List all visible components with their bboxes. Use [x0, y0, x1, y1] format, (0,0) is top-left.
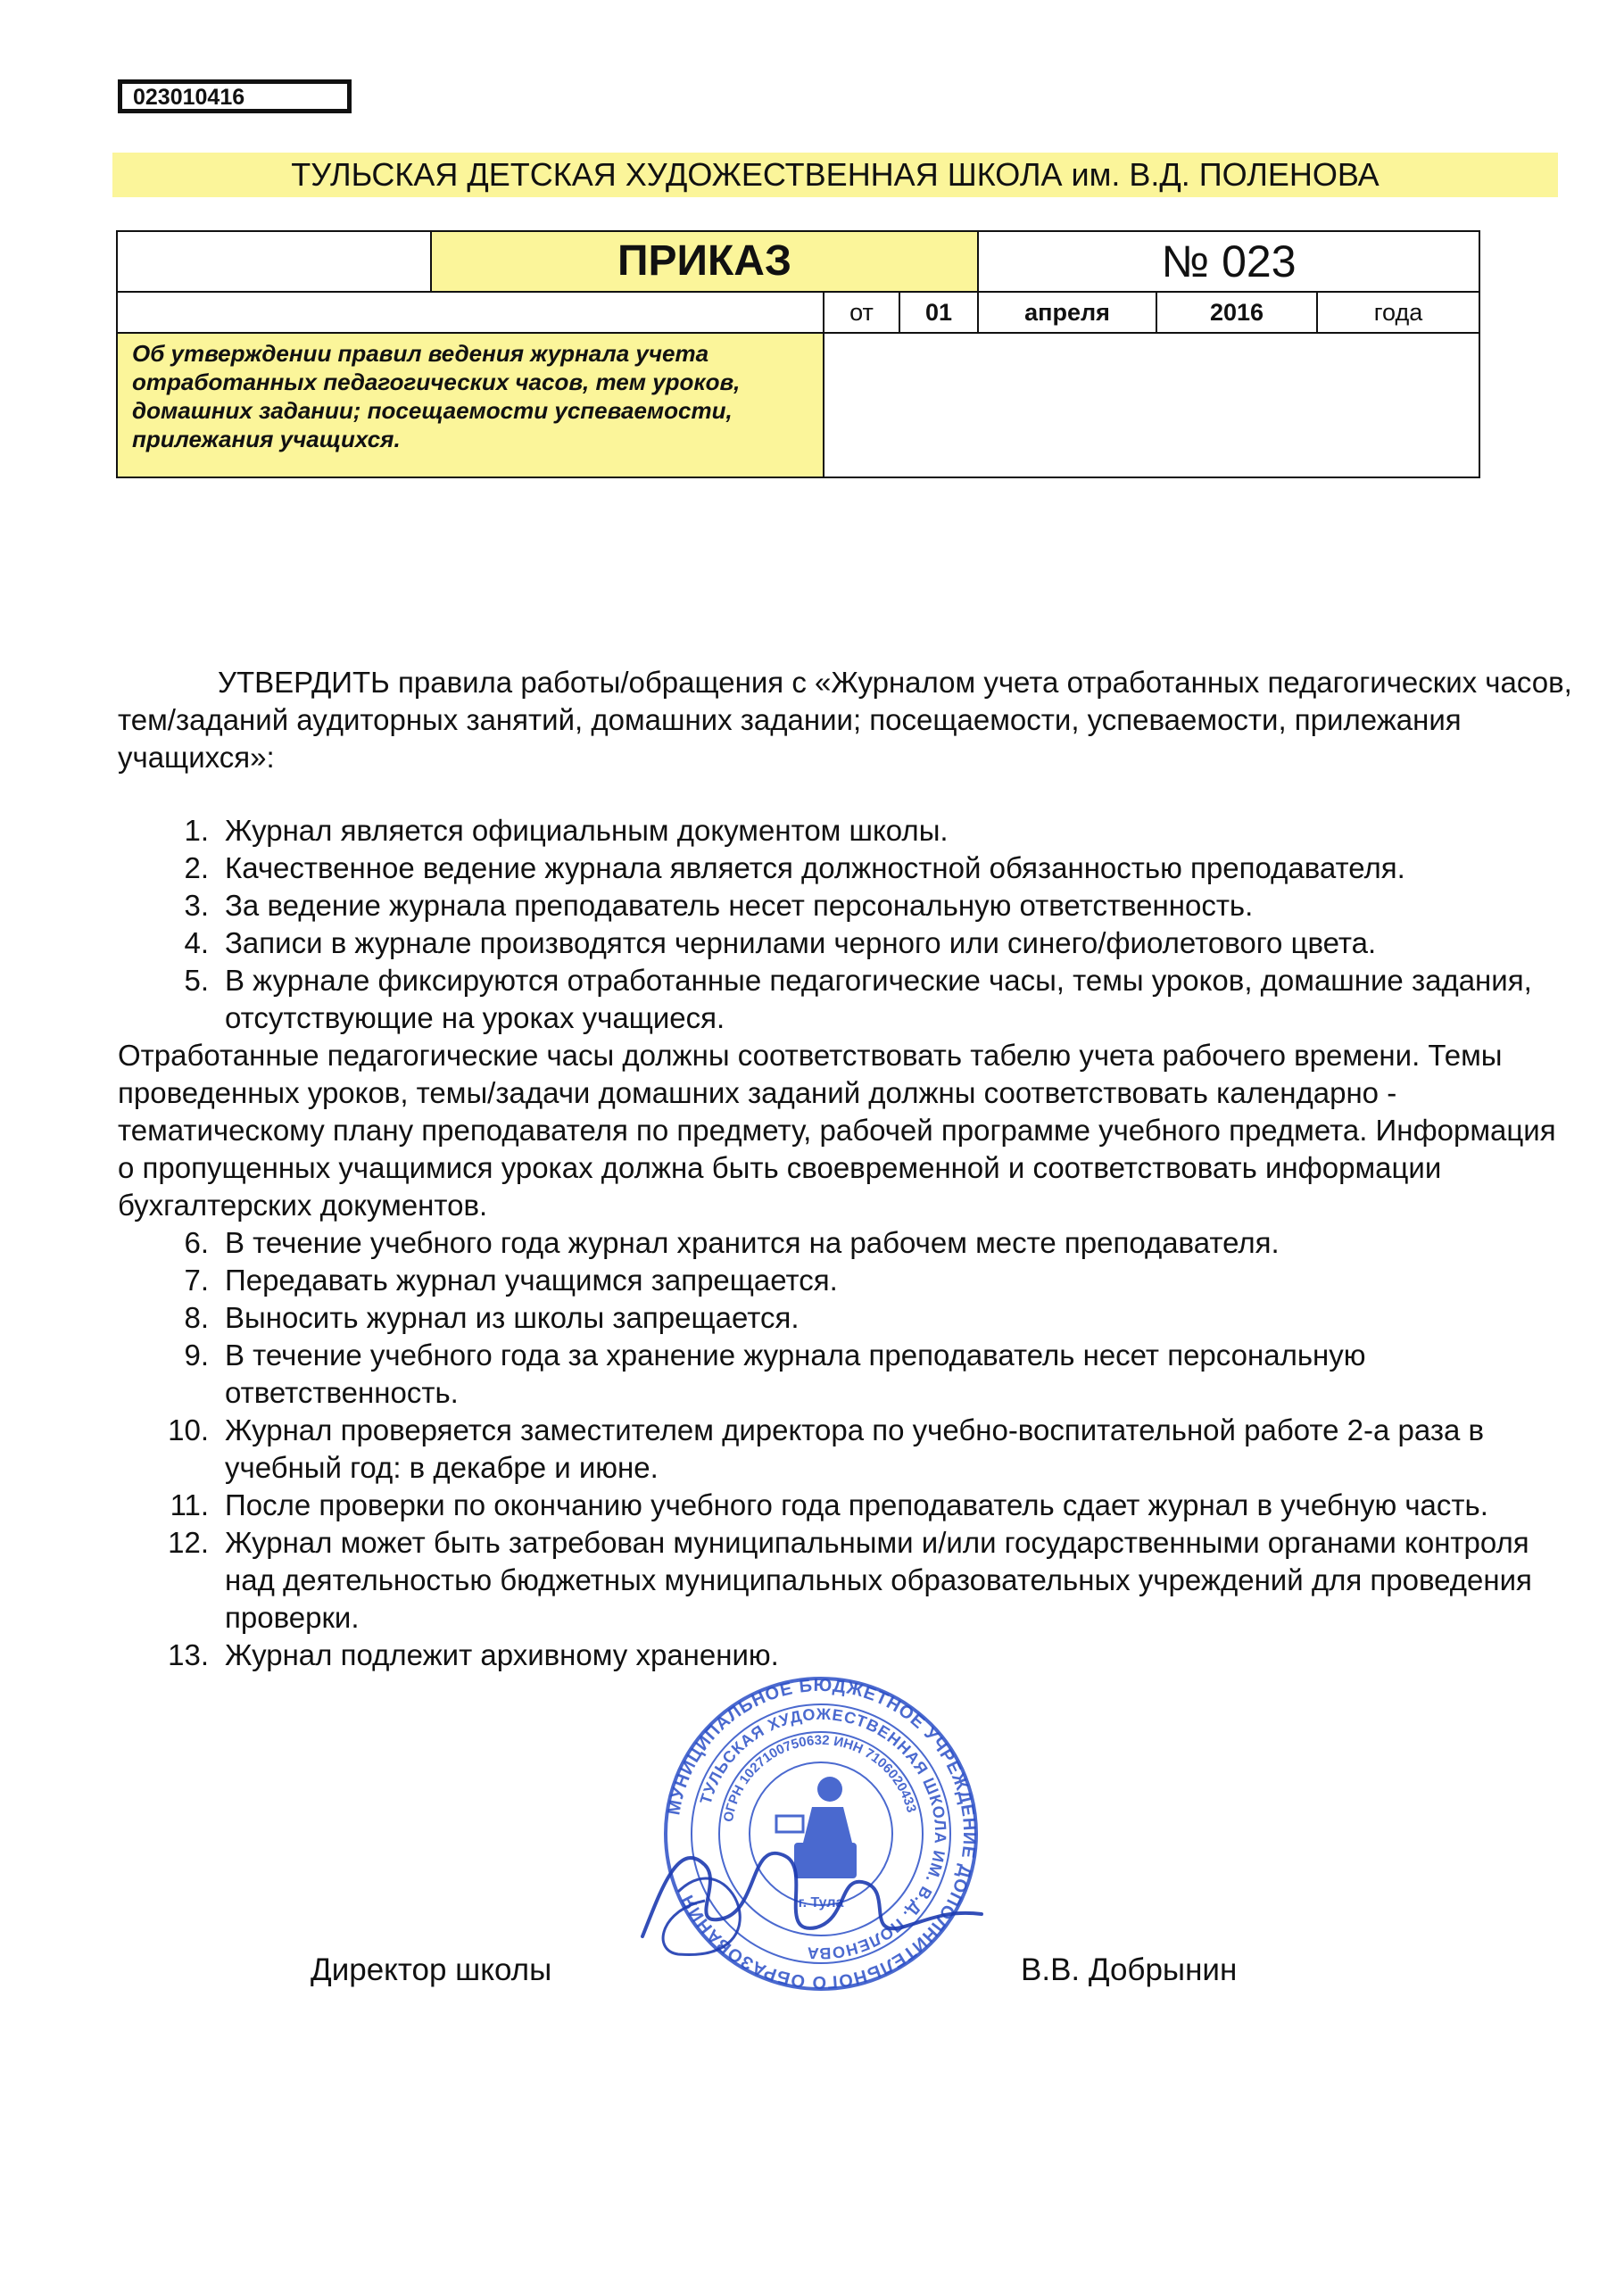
rule-number: 11.	[170, 1488, 209, 1521]
rule-text: За ведение журнала преподаватель несет персональную ответственность.	[225, 889, 1254, 922]
rule-text: В журнале фиксируются отработанные педагогические часы, темы уроков, домашние задания, отсутствующие на уроках учащиеся.	[225, 964, 1532, 1034]
rule-text: После проверки по окончанию учебного года преподаватель сдает журнал в учебную часть.	[225, 1488, 1488, 1521]
order-title: ПРИКАЗ	[431, 231, 978, 292]
svg-text:МУНИЦИПАЛЬНОЕ БЮДЖЕТНОЕ УЧРЕЖД: МУНИЦИПАЛЬНОЕ БЮДЖЕТНОЕ УЧРЕЖДЕНИЕ ДОПОЛНИТЕЛЬНОГО ОБРАЗОВАНИЯ	[664, 1675, 980, 1993]
order-header-table	[116, 230, 1480, 478]
rule-number: 5.	[184, 964, 209, 997]
rule-number: 4.	[184, 926, 209, 959]
rule-item	[118, 1224, 1572, 1262]
date-month: апреля	[978, 292, 1156, 333]
rules-list-a	[118, 812, 1572, 1037]
svg-text:г. Тула: г. Тула	[798, 1895, 844, 1911]
rule-number: 6.	[184, 1226, 209, 1259]
svg-text:ТУЛЬСКАЯ ХУДОЖЕСТВЕННАЯ ШКОЛА: ТУЛЬСКАЯ ХУДОЖЕСТВЕННАЯ ШКОЛА ИМ. В.Д. ПОЛЕНОВА	[696, 1704, 950, 1963]
rule-text: Журнал является официальным документом школы.	[225, 814, 949, 847]
rule-item	[118, 887, 1572, 924]
order-body	[118, 664, 1572, 1674]
hours-paragraph: Отработанные педагогические часы должны соответствовать табелю учета рабочего времени. Темы проведенных уроков, темы/задачи домашних заданий должны соответствовать календарно - тематическому плану преподавателя по предмету, рабочей программе учебного предмета. Информация о пропущенных учащимися уроках должна быть своевременной и соответствовать информации бухгалтерских документов.	[118, 1039, 1556, 1222]
rule-item	[118, 1637, 1572, 1674]
rule-number: 3.	[184, 889, 209, 922]
rule-item	[118, 1262, 1572, 1299]
signature-position: Директор школы	[311, 1952, 552, 1987]
svg-text:ОГРН 1027100750632 ИНН 7106020: ОГРН 1027100750632 ИНН 7106020433	[720, 1732, 919, 1824]
intro-paragraph: УТВЕРДИТЬ правила работы/обращения с «Журналом учета отработанных педагогических часов, тем/заданий аудиторных занятий, домашних задании; посещаемости, успеваемости, прилежания учащихся»:	[118, 666, 1572, 774]
order-number: № 023	[978, 231, 1479, 292]
rule-item	[118, 924, 1572, 962]
rule-number: 13.	[168, 1638, 209, 1671]
rule-item	[118, 850, 1572, 887]
date-year: 2016	[1156, 292, 1317, 333]
rule-item	[118, 1412, 1572, 1487]
school-name-banner: ТУЛЬСКАЯ ДЕТСКАЯ ХУДОЖЕСТВЕННАЯ ШКОЛА им. В.Д. ПОЛЕНОВА	[112, 153, 1558, 197]
rule-item	[118, 1337, 1572, 1412]
order-subject: Об утверждении правил ведения журнала учета отработанных педагогических часов, тем уроков, домашних задании; посещаемости успеваемости, прилежания учащихся.	[117, 333, 824, 477]
rules-list-b	[118, 1224, 1572, 1674]
subject-row-empty-cell	[824, 333, 1479, 477]
rule-text: Передавать журнал учащимся запрещается.	[225, 1264, 838, 1297]
rule-item	[118, 1524, 1572, 1637]
rule-text: Качественное ведение журнала является должностной обязанностью преподавателя.	[225, 851, 1405, 884]
signature-name: В.В. Добрынин	[1021, 1952, 1238, 1987]
rule-item	[118, 962, 1572, 1037]
date-row-empty-cell	[117, 292, 824, 333]
director-handwritten-signature	[625, 1785, 999, 1981]
rule-text: Журнал подлежит архивному хранению.	[225, 1638, 779, 1671]
rule-text: В течение учебного года журнал хранится на рабочем месте преподавателя.	[225, 1226, 1280, 1259]
date-year-word: года	[1317, 292, 1479, 333]
rule-number: 7.	[184, 1264, 209, 1297]
rule-number: 9.	[184, 1339, 209, 1372]
date-from-label: от	[824, 292, 899, 333]
rule-item	[118, 812, 1572, 850]
rule-text: Журнал проверяется заместителем директора по учебно-воспитательной работе 2-а раза в учебный год: в декабре и июне.	[225, 1413, 1485, 1484]
rule-item	[118, 1487, 1572, 1524]
header-empty-cell	[117, 231, 431, 292]
rule-number: 8.	[184, 1301, 209, 1334]
rule-number: 10.	[168, 1413, 209, 1446]
rule-number: 1.	[184, 814, 209, 847]
rule-text: В течение учебного года за хранение журнала преподаватель несет персональную ответственность.	[225, 1339, 1366, 1409]
date-day: 01	[899, 292, 978, 333]
rule-number: 12.	[168, 1526, 209, 1559]
rule-number: 2.	[184, 851, 209, 884]
document-code: 023010416	[118, 79, 352, 113]
rule-text: Выносить журнал из школы запрещается.	[225, 1301, 800, 1334]
rule-item	[118, 1299, 1572, 1337]
rule-text: Журнал может быть затребован муниципальными и/или государственными органами контроля над деятельностью бюджетных муниципальных образовательных учреждений для проведения проверки.	[225, 1526, 1532, 1634]
rule-text: Записи в журнале производятся чернилами черного или синего/фиолетового цвета.	[225, 926, 1377, 959]
